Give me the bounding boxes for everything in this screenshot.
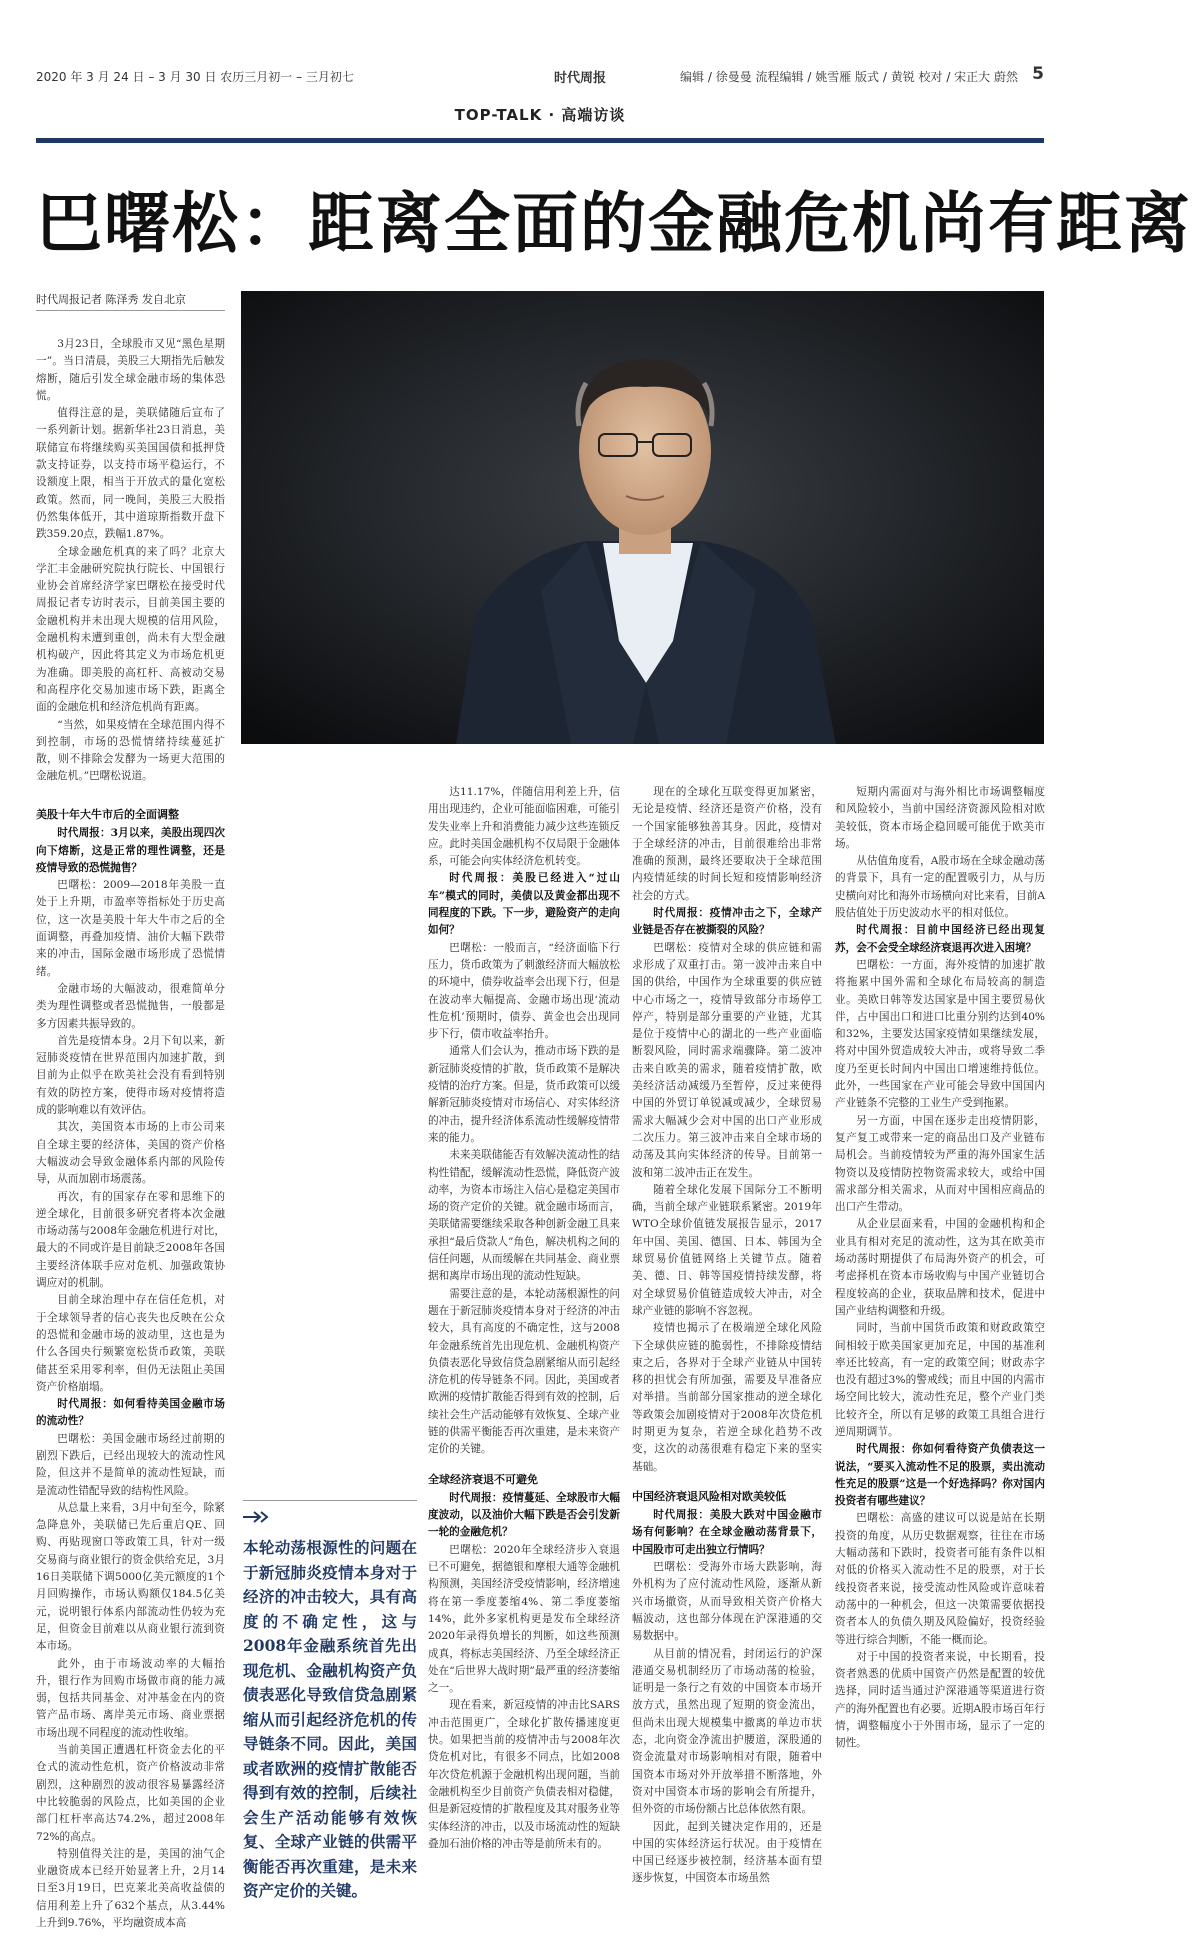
interview-question: 时代周报：疫情冲击之下，全球产业链是否存在被撕裂的风险？ — [632, 907, 822, 937]
paragraph: 巴曙松：2009—2018年美股一直处于上升期，市盈率等指标处于历史高位，这一次是美股十年大牛市之后的全面调整，再叠加疫情、油价大幅下跌带来的冲击，国际金融市场形成了恐慌情绪。 — [36, 879, 225, 978]
interview-question: 时代周报：如何看待美国金融市场的流动性？ — [36, 1398, 225, 1428]
paragraph: 另一方面，中国在逐步走出疫情阴影，复产复工或带来一定的商品出口及产业链布局机会。当前疫情较为严重的海外国家生活物资以及疫情防控物资需求较大，或给中国需求部分相关需求，从而对中国相应商品的出口产生带动。 — [835, 1114, 1045, 1214]
paragraph: 巴曙松：受海外市场大跌影响，海外机构为了应付流动性风险，逐渐从新兴市场撤资，从而导致相关资产价格大幅波动，这也部分体现在沪深港通的交易数据中。 — [632, 1561, 822, 1643]
paragraph: 金融市场的大幅波动，很难简单分类为理性调整或者恐慌抛售，一般都是多方因素共振导致的。 — [36, 982, 225, 1030]
paragraph: 对于中国的投资者来说，中长期看，投资者熟悉的优质中国资产仍然是配置的较优选择，同时适当通过沪深港通等渠道进行资产的海外配置也有必要。近期A股市场百年行情，调整幅度小于外围市场，显示了一定的韧性。 — [835, 1650, 1045, 1750]
paragraph: 同时，当前中国货币政策和财政政策空间相较于欧美国家更加充足，中国的基准利率还比较高，有一定的政策空间；财政赤字也没有超过3%的警戒线；而且中国的内需市场空间比较大，流动性充足，整个产业门类比较齐全，所以有足够的政策工具组合进行逆周期调节。 — [835, 1322, 1045, 1438]
article-column-2 — [428, 784, 620, 1912]
pullquote-rule — [243, 1500, 417, 1501]
intro-column — [36, 336, 225, 784]
portrait-illustration — [241, 291, 1044, 744]
paragraph: 全球金融危机真的来了吗？北京大学汇丰金融研究院执行院长、中国银行业协会首席经济学家巴曙松在接受时代周报记者专访时表示，目前美国主要的金融机构并未出现大规模的信用风险，金融机构未遭到重创，尚未有大型金融机构破产，因此将其定义为市场危机更为准确。即美股的高杠杆、高被动交易和高程序化交易加速市场下跌，距离全面的金融危机和经济危机尚有距离。 — [36, 545, 225, 714]
paragraph: 特别值得关注的是，美国的油气企业融资成本已经开始显著上升，2月14日至3月19日，巴克莱北美高收益债的信用利差上升了632个基点，从3.44%上升到9.76%，平均融资成本高 — [36, 1847, 225, 1929]
paragraph: 短期内需面对与海外相比市场调整幅度和风险较小，当前中国经济资源风险相对欧美较低，资本市场企稳回暖可能优于欧美市场。 — [835, 786, 1045, 850]
interview-question: 时代周报：目前中国经济已经出现复苏，会不会受全球经济衰退再次进入困境？ — [835, 924, 1045, 954]
paragraph: 再次，有的国家存在零和思维下的逆全球化，目前很多研究者将本次金融市场动荡与2008年金融危机进行对比，最大的不同或许是目前缺乏2008年各国主要经济体联手应对危机、加强政策协调应对的机制。 — [36, 1190, 225, 1290]
paragraph: 因此，起到关键决定作用的，还是中国的实体经济运行状况。由于疫情在中国已经逐步被控制，经济基本面有望逐步恢复，中国资本市场虽然 — [632, 1820, 822, 1885]
portrait-photo — [241, 291, 1044, 744]
editor-credits: 编辑 / 徐曼曼 流程编辑 / 姚雪雁 版式 / 黄锐 校对 / 宋正大 蔚然 — [680, 70, 1018, 84]
interview-question: 时代周报：你如何看待资产负债表这一说法，“要买入流动性不足的股票，卖出流动性充足的股票”这是一个好选择吗？你对国内投资者有哪些建议？ — [835, 1443, 1045, 1508]
paragraph: 巴曙松：一方面，海外疫情的加速扩散将拖累中国外需和全球化布局较高的制造业。美欧日韩等发达国家是中国主要贸易伙伴，占中国出口和进口比重分别约达到40%和32%，主要发达国家疫情如果继续发展，将对中国外贸造成较大冲击，或将导致二季度乃至更长时间内中国出口增速维持低位。此外，一些国家在产业可能会导致中国国内产业链条不完整的工业生产受到拖累。 — [835, 958, 1045, 1110]
paragraph: “当然，如果疫情在全球范围内得不到控制，市场的恐慌情绪持续蔓延扩散，则不排除会发酵为一场更大范围的金融危机。”巴曙松说道。 — [36, 718, 225, 783]
paragraph: 3月23日，全球股市又见“黑色星期一”。当日清晨，美股三大期指先后触发熔断，随后引发全球金融市场的集体恐慌。 — [36, 338, 225, 402]
paragraph: 通常人们会认为，推动市场下跌的是新冠肺炎疫情的扩散，货币政策不是解决疫情的治疗方案。但是，货币政策可以缓解新冠肺炎疫情对市场信心、对实体经济的冲击，提升经济体系流动性缓解疫情带来的能力。 — [428, 1045, 620, 1144]
subheading: 美股十年大牛市后的全面调整 — [36, 808, 179, 821]
paragraph: 随着全球化发展下国际分工不断明确，当前全球产业链联系紧密。2019年WTO全球价值链发展报告显示，2017年中国、美国、德国、日本、韩国为全球贸易价值链网络上关键节点。随着美、德、日、韩等国疫情持续发酵，将对全球贸易价值链造成较大冲击，对全球产业链的影响不容忽视。 — [632, 1183, 822, 1317]
paragraph: 此外，由于市场波动率的大幅抬升，银行作为回购市场做市商的能力减弱，包括共同基金、对冲基金在内的资管产品市场、离岸美元市场、商业票据市场出现不同程度的流动性收缩。 — [36, 1657, 225, 1739]
paragraph: 从估值角度看，A股市场在全球金融动荡的背景下，具有一定的配置吸引力，从与历史横向对比和海外市场横向对比来看，目前A股估值处于历史波动水平的相对低位。 — [835, 855, 1045, 920]
interview-question: 时代周报：美股已经进入“过山车”模式的同时，美债以及黄金都出现不同程度的下跌。下一步，避险资产的走向如何？ — [428, 872, 620, 937]
article-column-4 — [835, 784, 1045, 1912]
paragraph: 当前美国正遭遇杠杆资金去化的平仓式的流动性危机，资产价格波动非常剧烈，这种剧烈的波动很容易暴露经济中比较脆弱的风险点，比如美国的企业部门杠杆率高达74.2%，超过2008年72%的高点。 — [36, 1744, 225, 1843]
paragraph: 未来美联储能否有效解决流动性的结构性错配，缓解流动性恐慌，降低资产波动率，为资本市场注入信心是稳定美国市场的资产定价的关键。就金融市场而言，美联储需要继续采取各种创新金融工具来承担“最后贷款人”角色，解决机构之间的信任问题，从而缓解在共同基金、商业票据和离岸市场出现的流动性短缺。 — [428, 1149, 620, 1283]
paragraph: 疫情也揭示了在极端逆全球化风险下全球供应链的脆弱性，不排除疫情结束之后，各界对于全球产业链从中国转移的担忧会有所加强，需要及早准备应对举措。当前部分国家推动的逆全球化等政策会加剧疫情对于2008年次贷危机时期更为复杂，若逆全球化趋势不改变，这次的动荡很难有稳定下来的坚实基础。 — [632, 1322, 822, 1473]
paragraph: 需要注意的是，本轮动荡根源性的问题在于新冠肺炎疫情本身对于经济的冲击较大，具有高度的不确定性，这与2008年金融系统首先出现危机、金融机构资产负债表恶化导致信贷急剧紧缩从而引起经济危机的传导链条不同。因此，美国或者欧洲的疫情扩散能否得到有效的控制，后续社会生产活动能够有效恢复、全球产业链的供需平衡能否再次重建，是未来资产定价的关键。 — [428, 1287, 620, 1456]
paragraph: 现在的全球化互联变得更加紧密，无论是疫情、经济还是资产价格，没有一个国家能够独善其身。因此，疫情对于全球经济的冲击，目前很难给出非常准确的预测，最终还要取决于全球范围内疫情延续的时间长短和疫情影响经济社会的方式。 — [632, 786, 822, 902]
interview-question: 时代周报：美股大跌对中国金融市场有何影响？在全球金融动荡背景下，中国股市可走出独立行情吗？ — [632, 1509, 822, 1556]
paragraph: 首先是疫情本身。2月下旬以来，新冠肺炎疫情在世界范围内加速扩散，到目前为止似乎在欧美社会没有看到特别有效的防控方案，使得市场对疫情将造成的影响难以有效评估。 — [36, 1034, 225, 1117]
article-column-3 — [632, 784, 822, 1912]
header-rule — [36, 138, 1044, 143]
arrow-icon — [243, 1512, 269, 1522]
paragraph: 巴曙松：高盛的建议可以说是站在长期投资的角度，从历史数据观察，往往在市场大幅动荡和下跌时，投资者可能有条件以相对低的价格买入流动性不足的股票，对于长线投资者来说，接受流动性风险或许意味着动荡中的一种机会，但这一决策需要依据投资者本人的负债久期及风险偏好，投资经验等进行综合判断，不能一概而论。 — [835, 1512, 1045, 1646]
paragraph: 值得注意的是，美联储随后宣布了一系列新计划。据新华社23日消息，美联储宣布将继续购买美国国债和抵押贷款支持证券，以支持市场平稳运行，不设额度上限，相当于开放式的量化宽松政策。然而，同一晚间，美股三大股指仍然集体低开，其中道琼斯指数开盘下跌359.20点，跌幅1.87%。 — [36, 407, 225, 541]
newspaper-name: 时代周报 — [554, 71, 607, 86]
paragraph: 巴曙松：疫情对全球的供应链和需求形成了双重打击。第一波冲击来自中国的供给，中国作为全球重要的供应链中心市场之一，疫情导致部分市场停工停产，特别是部分重要的产业链，尤其是位于疫情中心的湖北的一些产业面临断裂风险，同时需求端骤降。第二波冲击来自欧美的需求，随着疫情扩散，欧美经济活动减缓乃至暂停，反过来使得中国的外贸订单锐减或减少，全球贸易需求大幅减少会对中国的出口产业形成二次压力。第三波冲击来自全球市场的动荡及其向实体经济的传导。目前第一波和第二波冲击正在发生。 — [632, 941, 822, 1179]
paragraph: 巴曙松：2020年全球经济步入衰退已不可避免，据德银和摩根大通等金融机构预测，美国经济受疫情影响，经济增速将在第一季度萎缩4%、第二季度萎缩14%，此外多家机构更是发布全球经济2020年录得负增长的判断，如这些预测成真，将标志美国经济、乃至全球经济正处在“后世界大战时期”最严重的经济萎缩之一。 — [428, 1543, 620, 1695]
paragraph: 目前全球治理中存在信任危机，对于全球领导者的信心丧失也反映在公众的恐慌和金融市场的波动里，这也是为什么各国央行频繁宽松货币政策，美联储甚至采用零利率，但仍无法阻止美国资产价格崩塌。 — [36, 1294, 225, 1393]
paragraph: 巴曙松：一般而言，“经济面临下行压力，货币政策为了刺激经济而大幅放松的环境中，债券收益率会出现下行，但是在波动率大幅提高、金融市场出现‘流动性危机’预期时，债券、黄金也会出现同步下行，债市收益率抬升。 — [428, 941, 620, 1041]
paragraph: 达11.17%，伴随信用利差上升，信用出现违约，企业可能面临困难，可能引发失业率上升和消费能力减少这些连锁反应。此时美国金融机构不仅局限于金融体系，可能会向实体经济危机转变。 — [428, 786, 620, 868]
pullquote — [243, 1512, 417, 1904]
interview-question: 时代周报：3月以来，美股出现四次向下熔断，这是正常的理性调整，还是疫情导致的恐慌抛售？ — [36, 827, 225, 874]
paragraph: 从企业层面来看，中国的金融机构和企业具有相对充足的流动性，这为其在欧美市场动荡时期提供了布局海外资产的机会，可考虑择机在资本市场收购与中国产业链切合程度较高的企业，获取品牌和技术，促进中国产业结构调整和升级。 — [835, 1218, 1045, 1317]
paragraph: 从总量上来看，3月中旬至今，除紧急降息外，美联储已先后重启QE、回购、再贴现窗口等政策工具，针对一级交易商与商业银行的资金供给充足，3月16日美联储下调5000亿美元额度的1个月回购操作，市场认购额仅184.5亿美元，说明银行体系内部流动性仍较为充足，但资金目前难以从商业银行流到资本市场。 — [36, 1501, 225, 1653]
paragraph: 从目前的情况看，封闭运行的沪深港通交易机制经历了市场动荡的检验，证明是一条行之有效的中国资本市场开放方式，虽然出现了短期的资金流出，但尚未出现大规模集中撤离的单边市状态，北向资金净流出护腰道，深股通的资金流量对市场影响相对有限，随着中国资本市场对外开放举措不断落地，外资对中国资本市场的影响会有所提升，但外资的市场份额占比总体依然有限。 — [632, 1647, 822, 1816]
paragraph: 其次，美国资本市场的上市公司来自全球主要的经济体，美国的资产价格大幅波动会导致金融体系内部的风险传导，从而加剧市场震荡。 — [36, 1121, 225, 1186]
headline: 巴曙松：距离全面的金融危机尚有距离 — [36, 185, 1192, 262]
issue-date: 2020 年 3 月 24 日 – 3 月 30 日 农历三月初一 – 三月初七 — [36, 70, 354, 84]
pullquote-text: 本轮动荡根源性的问题在于新冠肺炎疫情本身对于经济的冲击较大，具有高度的不确定性，这与2008年金融系统首先出现危机、金融机构资产负债表恶化导致信贷急剧紧缩从而引起经济危机的传导链条不同。因此，美国或者欧洲的疫情扩散能否得到有效的控制，后续社会生产活动能够有效恢复、全球产业链的供需平衡能否再次重建，是未来资产定价的关键。 — [243, 1538, 417, 1900]
page-header — [36, 64, 1044, 88]
paragraph: 巴曙松：美国金融市场经过前期的剧烈下跌后，已经出现较大的流动性风险，但这并不是简单的流动性短缺，而是流动性错配导致的结构性风险。 — [36, 1432, 225, 1497]
byline: 时代周报记者 陈泽秀 发自北京 — [36, 291, 225, 311]
section-label: TOP-TALK · 高端访谈 — [454, 106, 626, 124]
page-number: 5 — [1032, 64, 1044, 84]
paragraph: 现在看来，新冠疫情的冲击比SARS冲击范围更广，全球化扩散传播速度更快。如果把当前的疫情冲击与2008年次贷危机对比，有很多不同点，比如2008年次贷危机源于金融机构出现问题，当前金融机构至少目前资产负债表相对稳健，但是新冠疫情的扩散程度及其对服务业等实体经济的冲击，以及市场流动性的短缺叠加石油价格的冲击等是前所未有的。 — [428, 1699, 620, 1850]
article-column-1 — [36, 794, 225, 1929]
subheading: 全球经济衰退不可避免 — [428, 1472, 538, 1486]
interview-question: 时代周报：疫情蔓延、全球股市大幅度波动，以及油价大幅下跌是否会引发新一轮的金融危机？ — [428, 1491, 620, 1539]
subheading: 中国经济衰退风险相对欧美较低 — [632, 1489, 786, 1503]
